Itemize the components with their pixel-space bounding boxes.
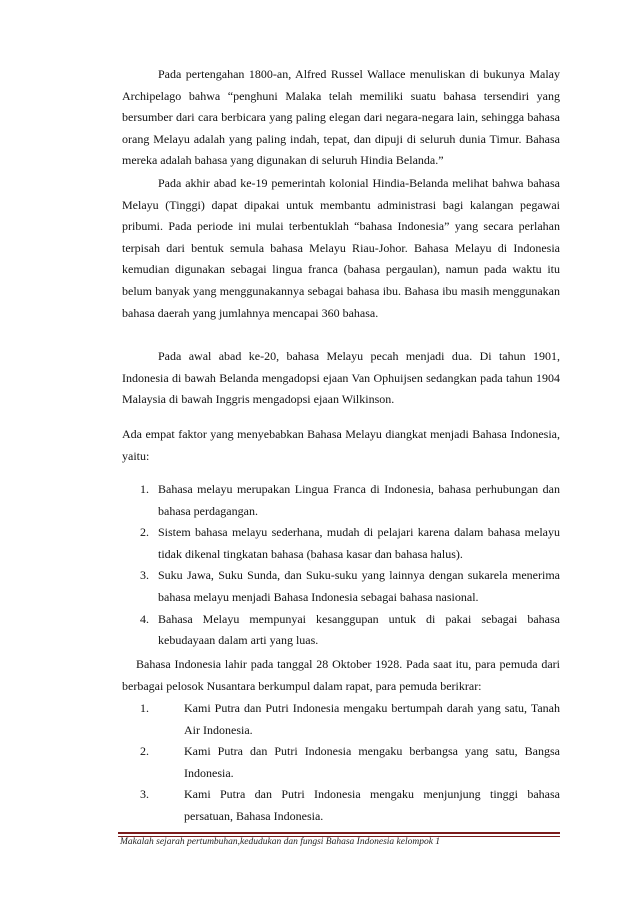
factors-list <box>122 479 560 652</box>
list-item-text: Bahasa melayu merupakan Lingua Franca di Indonesia, bahasa perhubungan dan bahasa perdagangan. <box>158 482 560 518</box>
list-item-text: Bahasa Melayu mempunyai kesanggupan untuk di pakai sebagai bahasa kebudayaan dalam arti yang luas. <box>158 611 560 648</box>
list-number: 3. <box>140 568 149 583</box>
footer-divider <box>118 832 560 834</box>
list-item-text: Kami Putra dan Putri Indonesia mengaku bertumpah darah yang satu, Tanah Air Indonesia. <box>184 701 560 737</box>
list-item <box>140 784 560 827</box>
paragraph-late-19th-century: Pada akhir abad ke-19 pemerintah kolonial Hindia-Belanda melihat bahwa bahasa Melayu (Tinggi) dapat dipakai untuk membantu administrasi bagi kalangan pegawai pribumi. Pada periode ini mulai terbentuklah “bahasa Indonesia” yang secara perlahan terpisah dari bentuk semula bahasa Melayu Riau-Johor. Bahasa Melayu di Indonesia kemudian digunakan sebagai lingua franca (bahasa pergaulan), namun pada waktu itu belum banyak yang menggunakannya sebagai bahasa ibu. Bahasa ibu masih menggunakan bahasa daerah yang jumlahnya mencapai 360 bahasa. <box>122 176 560 320</box>
list-item <box>122 522 560 565</box>
list-item-text: Kami Putra dan Putri Indonesia mengaku berbangsa yang satu, Bangsa Indonesia. <box>184 744 560 780</box>
list-item-text: Sistem bahasa melayu sederhana, mudah di pelajari karena dalam bahasa melayu tidak dikenal tingkatan bahasa (bahasa kasar dan bahasa halus). <box>158 525 560 561</box>
list-item-text: Kami Putra dan Putri Indonesia mengaku menjunjung tinggi bahasa persatuan, Bahasa Indonesia. <box>184 787 560 823</box>
list-number: 1. <box>140 482 149 496</box>
list-item <box>140 698 560 741</box>
list-item-text: Suku Jawa, Suku Sunda, dan Suku-suku yang lainnya dengan sukarela menerima bahasa melayu menjadi Bahasa Indonesia sebagai bahasa nasional. <box>158 568 560 604</box>
list-item <box>122 565 560 608</box>
youth-pledge-list <box>140 698 560 828</box>
list-number: 1. <box>140 701 149 715</box>
list-number: 4. <box>140 611 149 626</box>
list-item <box>122 609 560 652</box>
list-item <box>140 741 560 784</box>
list-number: 2. <box>140 525 149 540</box>
paragraph-wallace: Pada pertengahan 1800-an, Alfred Russel Wallace menuliskan di bukunya Malay Archipelago bahwa “penghuni Malaka telah memiliki suatu bahasa tersendiri yang bersumber dari cara berbicara yang paling elegan dari negara-negara lain, sehingga bahasa orang Melayu adalah yang paling indah, tepat, dan dipuji di seluruh dunia Timur. Bahasa mereka adalah bahasa yang digunakan di seluruh Hindia Belanda.” <box>122 67 560 168</box>
list-number: 3. <box>140 787 149 802</box>
list-item <box>122 479 560 522</box>
list-number: 2. <box>140 744 149 759</box>
paragraph-early-20th-century: Pada awal abad ke-20, bahasa Melayu pecah menjadi dua. Di tahun 1901, Indonesia di bawah Belanda mengadopsi ejaan Van Ophuijsen sedangkan pada tahun 1904 Malaysia di bawah Inggris mengadopsi ejaan Wilkinson. <box>122 349 560 407</box>
paragraph-four-factors-intro: Ada empat faktor yang menyebabkan Bahasa Melayu diangkat menjadi Bahasa Indonesia, yaitu: <box>122 427 560 463</box>
footer-text: Makalah sejarah pertumbuhan,kedudukan dan fungsi Bahasa Indonesia kelompok 1 <box>120 837 441 847</box>
paragraph-youth-pledge-intro: Bahasa Indonesia lahir pada tanggal 28 Oktober 1928. Pada saat itu, para pemuda dari berbagai pelosok Nusantara berkumpul dalam rapat, para pemuda berikrar: <box>122 657 560 693</box>
